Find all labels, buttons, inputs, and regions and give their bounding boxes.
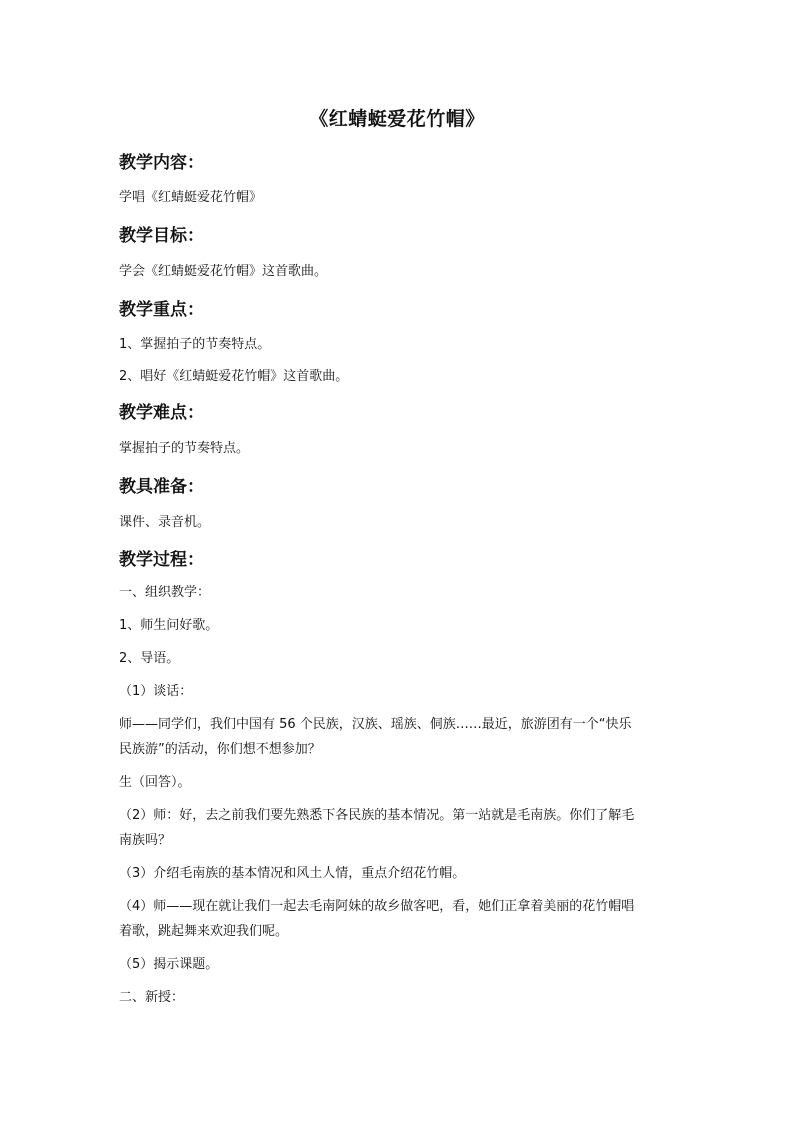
process-line: 2、导语。 [119,651,180,666]
heading-teaching-goal: 教学目标： [119,226,204,246]
process-line: （5）揭示课题。 [119,957,219,972]
key-item-2: 2、唱好《红蜻蜓爱花竹帽》这首歌曲。 [119,369,349,384]
process-line: （1）谈话： [119,684,193,699]
process-line: 民族游”的活动，你们想不想参加？ [119,742,321,757]
process-body [119,584,679,1022]
process-line: （4）师——现在就让我们一起去毛南阿妹的故乡做客吧，看，她们正拿着美丽的花竹帽唱 [119,899,635,914]
text-teaching-difficulty: 掌握拍子的节奏特点。 [119,441,250,456]
text-teaching-content: 学唱《红蜻蜓爱花竹帽》 [119,190,263,205]
process-line: （2）师：好，去之前我们要先熟悉下各民族的基本情况。第一站就是毛南族。你们了解毛 [119,808,635,823]
process-line: 南族吗？ [119,833,172,848]
heading-teaching-tools: 教具准备： [119,477,204,497]
heading-teaching-difficulty: 教学难点： [119,403,204,423]
process-line: 一、组织教学： [119,585,211,600]
text-teaching-tools: 课件、录音机。 [119,515,211,530]
process-line: 师——同学们，我们中国有 56 个民族，汉族、瑶族、侗族……最近，旅游团有一个“快乐 [119,717,632,732]
process-line: 1、师生问好歌。 [119,618,219,633]
heading-teaching-content: 教学内容： [119,153,204,173]
heading-teaching-process: 教学过程： [119,550,204,570]
heading-teaching-key: 教学重点： [119,300,204,320]
document-title: 《红蜻蜓爱花竹帽》 [309,108,485,130]
text-teaching-goal: 学会《红蜻蜓爱花竹帽》这首歌曲。 [119,264,328,279]
process-line: （3）介绍毛南族的基本情况和风土人情，重点介绍花竹帽。 [119,866,466,881]
process-line: 二、新授： [119,990,185,1005]
process-line: 着歌，跳起舞来欢迎我们呢。 [119,924,289,939]
process-line: 生（回答）。 [119,775,191,790]
key-item-1: 1、掌握拍子的节奏特点。 [119,337,271,352]
